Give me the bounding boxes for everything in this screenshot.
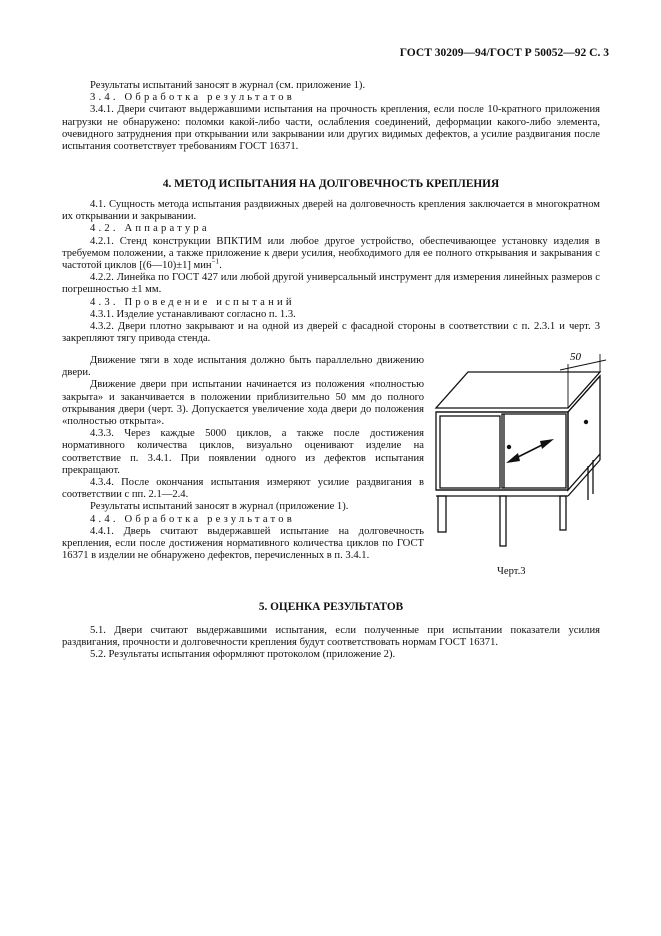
- cabinet-leg: [438, 496, 446, 532]
- paragraph: Движение двери при испытании начинается из положения «полностью закрыта» и заканчивается в положении приблизительно 50 мм до полного открывания двери (черт. 3). Допускается увеличение хода двери до положения «полностью открыта».: [62, 379, 424, 428]
- paragraph: 5.2. Результаты испытания оформляют протоколом (приложение 2).: [90, 649, 396, 661]
- cabinet-side: [568, 376, 600, 490]
- left-column: [62, 355, 424, 562]
- paragraph: Движение тяги в ходе испытания должно быть параллельно движению двери.: [62, 355, 424, 379]
- paragraph: 4.3.2. Двери плотно закрывают и на одной из дверей с фасадной стороны в соответствии с п. 2.3.1 и черт. 3 закрепляют тягу привода стенда.: [62, 321, 600, 345]
- door-knob: [507, 445, 511, 449]
- sliding-door-right: [502, 414, 566, 488]
- section-5-title: [62, 601, 600, 613]
- section-5-body: [62, 625, 600, 662]
- cabinet-leg: [500, 496, 506, 546]
- subsection-heading: 4.4. Обработка результатов: [90, 513, 295, 525]
- page-header: ГОСТ 30209—94/ГОСТ Р 50052—92 С. 3: [399, 47, 609, 59]
- paragraph: 4.2.2. Линейка по ГОСТ 427 или любой другой универсальный инструмент для измерения линейных размеров с погрешностью ±1 мм.: [62, 272, 600, 296]
- paragraph: 4.4.1. Дверь считают выдержавшей испытание на долговечность крепления, если после достижения нормативного количества циклов по ГОСТ 16371 в изделии не обнаружено дефектов, перечисленных в п. 3.4.1.: [62, 525, 424, 562]
- section-title: 5. ОЦЕНКА РЕЗУЛЬТАТОВ: [258, 601, 404, 613]
- section-4-body: [62, 199, 600, 345]
- paragraph: Результаты испытаний заносят в журнал (приложение 1).: [90, 501, 349, 513]
- cabinet-leg: [560, 496, 566, 530]
- paragraph: 4.3.1. Изделие устанавливают согласно п. 1.3.: [90, 308, 296, 320]
- door-knob: [584, 420, 588, 424]
- paragraph: [62, 236, 600, 273]
- figure-caption: Черт.3: [497, 566, 526, 577]
- section-3-tail: [62, 80, 600, 153]
- dimension-label: 50: [570, 351, 581, 363]
- figure-cabinet-drawing: [428, 350, 614, 572]
- subsection-heading: 3.4. Обработка результатов: [90, 92, 295, 104]
- paragraph: 4.3.4. После окончания испытания измеряют усилие раздвигания в соответствии с пп. 2.1—2.4.: [62, 477, 424, 501]
- cabinet-top: [436, 372, 600, 408]
- section-4-title: [62, 178, 600, 190]
- paragraph: 4.3.3. Через каждые 5000 циклов, а также после достижения нормативного количества циклов, визуально оценивают изделие на соответствие п. 3.4.1. При появлении одного из дефектов испытания прекращают.: [62, 428, 424, 476]
- subsection-heading: 4.3. Проведение испытаний: [90, 296, 295, 308]
- section-title: 4. МЕТОД ИСПЫТАНИЯ НА ДОЛГОВЕЧНОСТЬ КРЕПЛЕНИЯ: [162, 178, 500, 190]
- superscript: −1: [211, 257, 220, 266]
- paragraph-text: .: [219, 260, 222, 272]
- sliding-door-left: [440, 416, 500, 488]
- subsection-heading: 4.2. Аппаратура: [90, 223, 210, 235]
- paragraph: Результаты испытаний заносят в журнал (см. приложение 1).: [90, 80, 366, 91]
- paragraph-text: 4.2.1. Стенд конструкции ВПКТИМ или любое другое устройство, обеспечивающее установку изделия в требуемом положении, а также приложение к двери усилия, необходимого для ее полного открывания и закрывания с частотой циклов [(6—10)±1] мин: [62, 235, 600, 272]
- dimension-line: [560, 360, 606, 370]
- paragraph: 4.1. Сущность метода испытания раздвижных дверей на долговечность крепления заключается в многократном их открывании и закрывании.: [62, 199, 600, 223]
- paragraph: 5.1. Двери считают выдержавшими испытания, если полученные при испытании показатели усилия раздвигания, прочности и долговечности крепления будут соответствовать нормам ГОСТ 16371.: [62, 625, 600, 649]
- paragraph: 3.4.1. Двери считают выдержавшими испытания на прочность крепления, если после 10-кратного приложения нагрузки не обнаружено: поломки какой-либо части, ослабления соединений, деформации какого-либо элемента, очевидного затруднения при открывании или закрывании или других видимых дефектов, а усилие раздвигания после испытания соответствует требованиям ГОСТ 16371.: [62, 104, 600, 153]
